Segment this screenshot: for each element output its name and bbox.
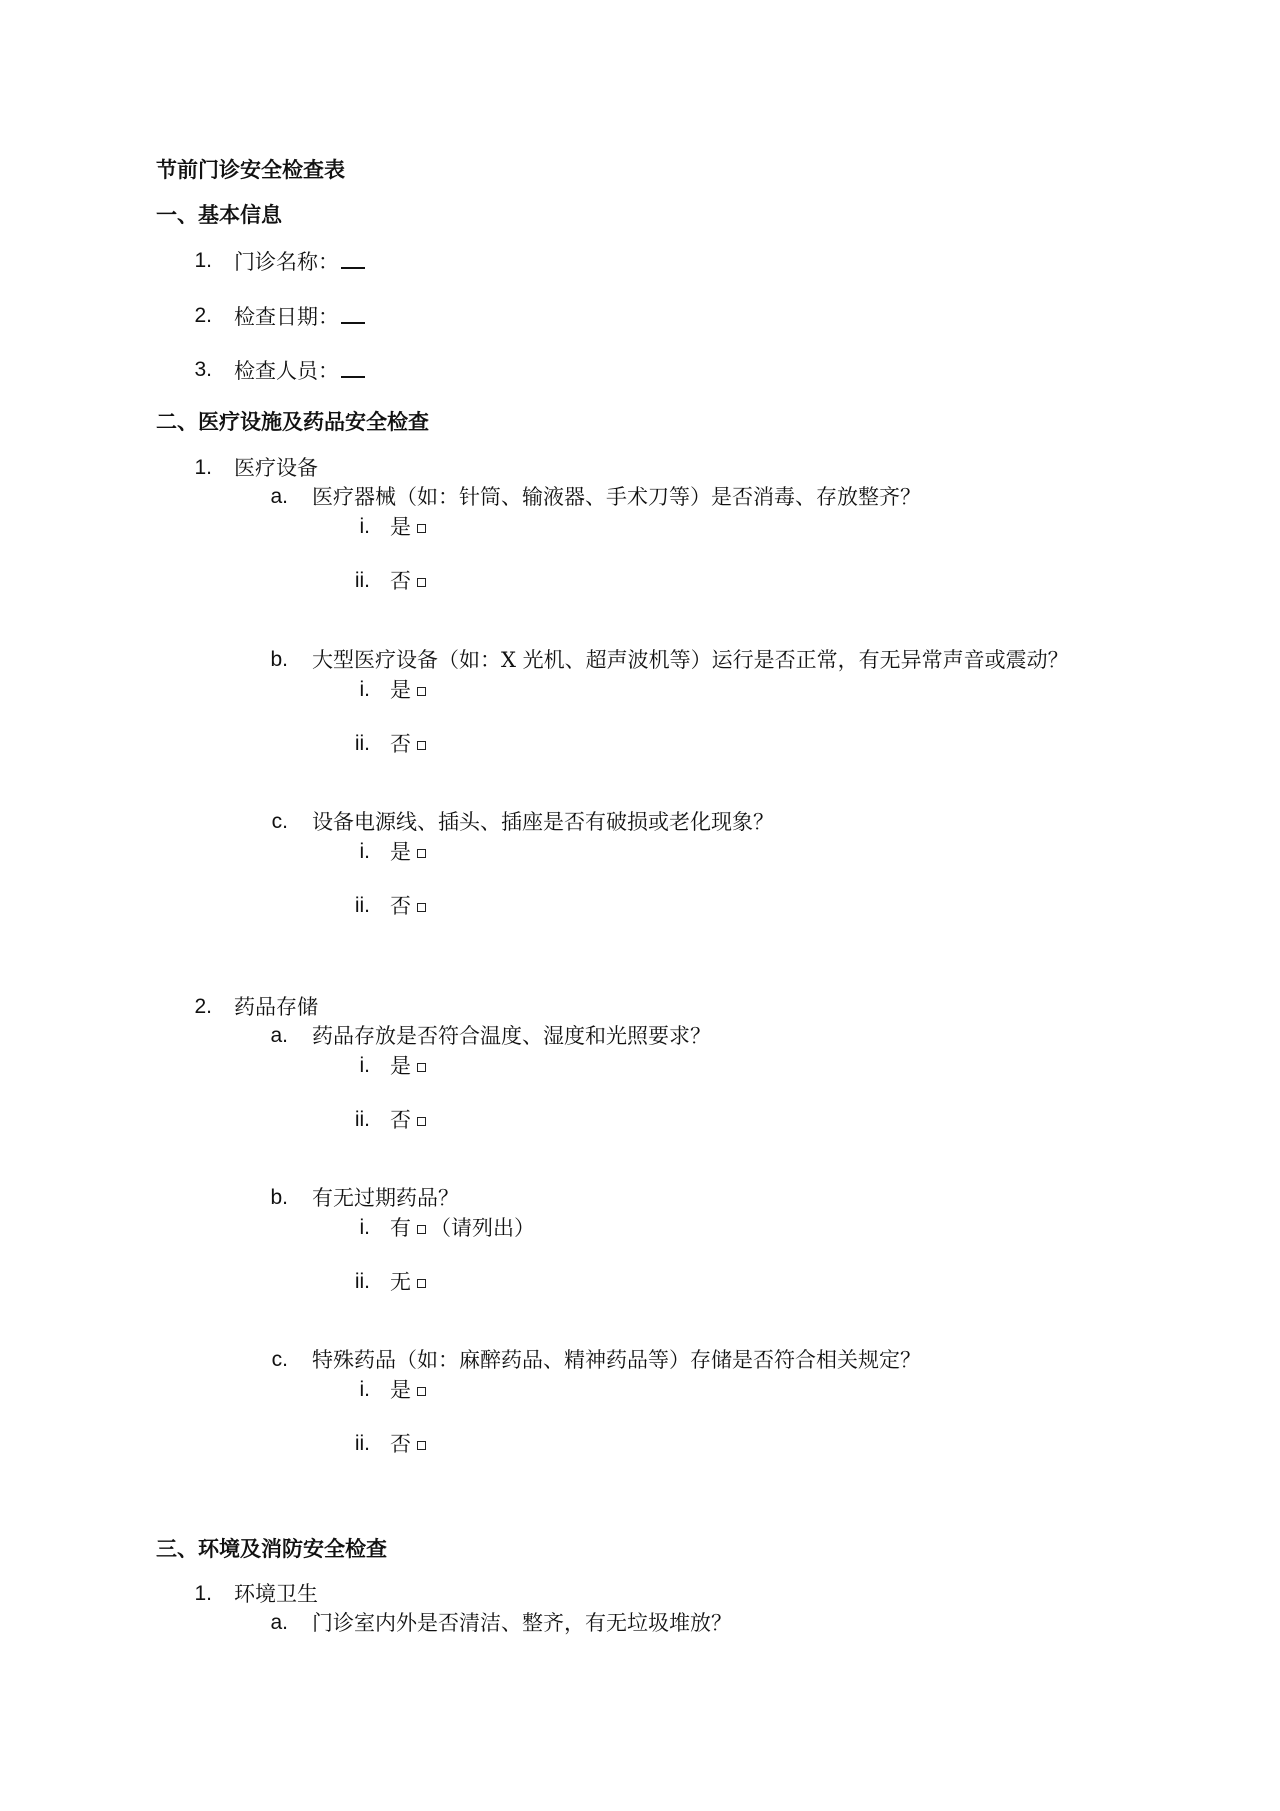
fill-blank[interactable] [341,358,365,378]
list-letter: a. [270,485,288,508]
question-text: 药品存放是否符合温度、湿度和光照要求？ [312,1024,711,1048]
list-number: 1. [194,1582,212,1605]
option-yes[interactable] [390,678,426,702]
option-no[interactable] [390,1432,426,1456]
checkbox-icon[interactable] [417,1225,426,1234]
question-text: 门诊室内外是否清洁、整齐，有无垃圾堆放？ [312,1611,732,1635]
list-letter: a. [270,1024,288,1047]
list-number: 3. [194,358,212,381]
option-roman: ii. [354,894,370,917]
option-no[interactable] [390,1108,426,1132]
option-label: 否 [390,1432,411,1456]
option-no[interactable] [390,732,426,756]
list-number: 2. [194,304,212,327]
option-yes-list[interactable] [390,1216,535,1240]
question-text: 特殊药品（如：麻醉药品、精神药品等）存储是否符合相关规定？ [312,1348,921,1372]
checkbox-icon[interactable] [417,741,426,750]
option-label: 是 [390,1378,411,1402]
list-letter: c. [271,810,288,833]
question-text: 设备电源线、插头、插座是否有破损或老化现象？ [312,810,774,834]
section-heading: 三、环境及消防安全检查 [156,1537,387,1561]
option-label: 是 [390,678,411,702]
option-no[interactable] [390,569,426,593]
option-label: 否 [390,569,411,593]
option-roman: ii. [354,569,370,592]
checkbox-icon[interactable] [417,849,426,858]
field-label: 检查人员： [234,359,339,383]
option-roman: ii. [354,1432,370,1455]
fill-blank[interactable] [341,304,365,324]
list-letter: c. [271,1348,288,1371]
list-number: 2. [194,995,212,1018]
section-heading: 一、基本信息 [156,203,282,227]
field-label: 门诊名称： [234,250,339,274]
option-no[interactable] [390,1270,426,1294]
option-roman: i. [359,840,370,863]
option-yes[interactable] [390,1054,426,1078]
option-label: 否 [390,894,411,918]
option-roman: i. [359,1216,370,1239]
option-roman: ii. [354,1270,370,1293]
list-number: 1. [194,456,212,479]
option-yes[interactable] [390,1378,426,1402]
section-heading: 二、医疗设施及药品安全检查 [156,410,429,434]
list-letter: b. [270,1186,288,1209]
question-text: 大型医疗设备（如：X 光机、超声波机等）运行是否正常，有无异常声音或震动？ [312,648,1069,672]
option-no[interactable] [390,894,426,918]
checkbox-icon[interactable] [417,1387,426,1396]
field-row-clinic-name [234,249,365,274]
list-letter: b. [270,648,288,671]
option-label: 有 [390,1216,411,1240]
option-label: 是 [390,840,411,864]
checkbox-icon[interactable] [417,1441,426,1450]
checkbox-icon[interactable] [417,578,426,587]
option-label: 是 [390,1054,411,1078]
fill-blank[interactable] [341,249,365,269]
option-roman: i. [359,678,370,701]
option-yes[interactable] [390,515,426,539]
group-label: 药品存储 [234,995,318,1019]
option-yes[interactable] [390,840,426,864]
option-label: 是 [390,515,411,539]
field-row-inspector [234,358,365,383]
checkbox-icon[interactable] [417,687,426,696]
list-number: 1. [194,249,212,272]
option-roman: i. [359,515,370,538]
document-title: 节前门诊安全检查表 [156,158,345,182]
question-text: 医疗器械（如：针筒、输液器、手术刀等）是否消毒、存放整齐？ [312,485,921,509]
option-label: 否 [390,732,411,756]
list-letter: a. [270,1611,288,1634]
checkbox-icon[interactable] [417,524,426,533]
question-text: 有无过期药品？ [312,1186,459,1210]
option-roman: ii. [354,1108,370,1131]
option-label: 否 [390,1108,411,1132]
option-roman: i. [359,1378,370,1401]
field-row-inspection-date [234,304,365,329]
checkbox-icon[interactable] [417,903,426,912]
group-label: 环境卫生 [234,1582,318,1606]
checkbox-icon[interactable] [417,1279,426,1288]
field-label: 检查日期： [234,305,339,329]
group-label: 医疗设备 [234,456,318,480]
option-roman: i. [359,1054,370,1077]
checkbox-icon[interactable] [417,1117,426,1126]
option-roman: ii. [354,732,370,755]
checkbox-icon[interactable] [417,1063,426,1072]
option-label: 无 [390,1270,411,1294]
option-suffix: （请列出） [430,1216,535,1240]
